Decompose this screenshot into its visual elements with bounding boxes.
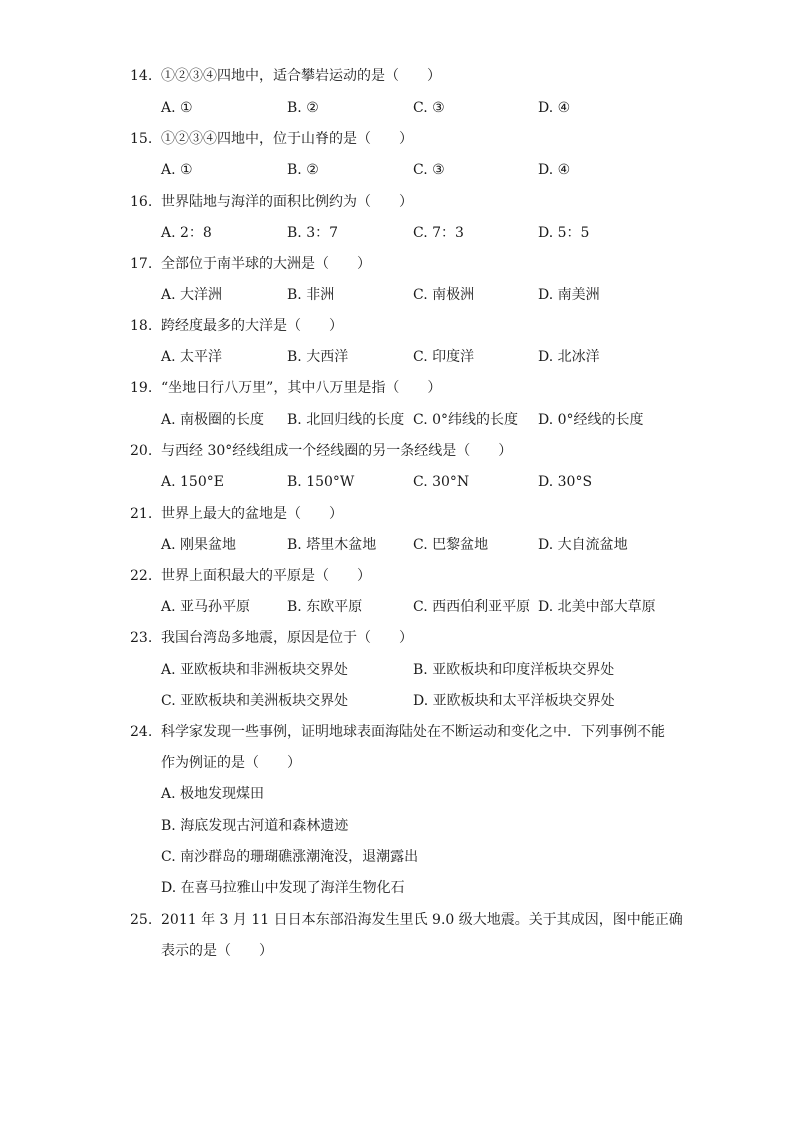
question-number: 20.	[130, 443, 153, 459]
question-text: 与西经 30°经线组成一个经线圈的另一条经线是（ ）	[161, 443, 513, 459]
question-text: 世界上最大的盆地是（ ）	[161, 506, 343, 522]
option-c: C. 巴黎盆地	[413, 537, 489, 553]
question-text: 全部位于南半球的大洲是（ ）	[161, 256, 371, 272]
question-text: 世界陆地与海洋的面积比例约为（ ）	[161, 194, 413, 210]
option-d: D. 0°经线的长度	[538, 412, 644, 428]
question-text-continued: 作为例证的是（ ）	[161, 755, 301, 771]
option-d: D. 亚欧板块和太平洋板块交界处	[413, 693, 615, 709]
option-d: D. 南美洲	[538, 287, 600, 303]
option-c: C. 西西伯利亚平原	[413, 599, 531, 615]
option-d: D. 5：5	[538, 225, 590, 241]
option-a: A. 南极圈的长度	[161, 412, 265, 428]
option-b: B. 塔里木盆地	[287, 537, 377, 553]
question-number: 14.	[130, 68, 153, 84]
option-d: D. 30°S	[538, 474, 593, 490]
option-c: C. 30°N	[413, 474, 470, 490]
option-c: C. 印度洋	[413, 349, 475, 365]
option-b: B. 东欧平原	[287, 599, 363, 615]
question-number: 19.	[130, 380, 153, 396]
question-text: 跨经度最多的大洋是（ ）	[161, 318, 343, 334]
question-number: 15.	[130, 131, 153, 147]
question-text: 科学家发现一些事例，证明地球表面海陆处在不断运动和变化之中．下列事例不能	[161, 724, 665, 740]
question-number: 17.	[130, 256, 153, 272]
question-text: ①②③④四地中，适合攀岩运动的是（ ）	[161, 68, 441, 84]
option-b: B. 3：7	[287, 225, 339, 241]
option-b: B. ②	[287, 162, 319, 178]
option-b: B. ②	[287, 100, 319, 116]
option-a: A. 2：8	[161, 225, 212, 241]
option-b: B. 海底发现古河道和森林遗迹	[161, 818, 349, 834]
option-c: C. 南沙群岛的珊瑚礁涨潮淹没，退潮露出	[161, 849, 419, 865]
option-a: A. ①	[161, 100, 193, 116]
question-text: 世界上面积最大的平原是（ ）	[161, 568, 371, 584]
option-a: A. 太平洋	[161, 349, 223, 365]
option-d: D. 在喜马拉雅山中发现了海洋生物化石	[161, 880, 405, 896]
question-number: 21.	[130, 506, 153, 522]
option-d: D. 大自流盆地	[538, 537, 628, 553]
option-b: B. 大西洋	[287, 349, 349, 365]
option-a: A. 150°E	[161, 474, 224, 490]
option-c: C. 亚欧板块和美洲板块交界处	[161, 693, 349, 709]
option-a: A. 极地发现煤田	[161, 786, 265, 802]
option-b: B. 非洲	[287, 287, 335, 303]
question-text: ①②③④四地中，位于山脊的是（ ）	[161, 131, 413, 147]
option-a: A. ①	[161, 162, 193, 178]
option-a: A. 亚马孙平原	[161, 599, 251, 615]
option-c: C. ③	[413, 162, 445, 178]
question-number: 16.	[130, 194, 153, 210]
question-text: “坐地日行八万里”，其中八万里是指（ ）	[161, 380, 442, 396]
option-a: A. 大洋洲	[161, 287, 223, 303]
option-b: B. 北回归线的长度	[287, 412, 405, 428]
option-c: C. 0°纬线的长度	[413, 412, 519, 428]
question-number: 24.	[130, 724, 153, 740]
option-b: B. 亚欧板块和印度洋板块交界处	[413, 662, 615, 678]
option-d: D. 北美中部大草原	[538, 599, 656, 615]
question-text: 2011 年 3 月 11 日日本东部沿海发生里氏 9.0 级大地震。关于其成因，图中能正确	[161, 912, 683, 928]
option-d: D. ④	[538, 100, 571, 116]
option-c: C. ③	[413, 100, 445, 116]
option-d: D. 北冰洋	[538, 349, 600, 365]
option-a: A. 亚欧板块和非洲板块交界处	[161, 662, 349, 678]
question-number: 22.	[130, 568, 153, 584]
question-number: 25.	[130, 912, 153, 928]
option-c: C. 南极洲	[413, 287, 475, 303]
question-text: 我国台湾岛多地震，原因是位于（ ）	[161, 630, 413, 646]
question-number: 18.	[130, 318, 153, 334]
question-text-continued: 表示的是（ ）	[161, 943, 273, 959]
question-number: 23.	[130, 630, 153, 646]
option-b: B. 150°W	[287, 474, 355, 490]
option-a: A. 刚果盆地	[161, 537, 237, 553]
option-c: C. 7：3	[413, 225, 464, 241]
option-d: D. ④	[538, 162, 571, 178]
